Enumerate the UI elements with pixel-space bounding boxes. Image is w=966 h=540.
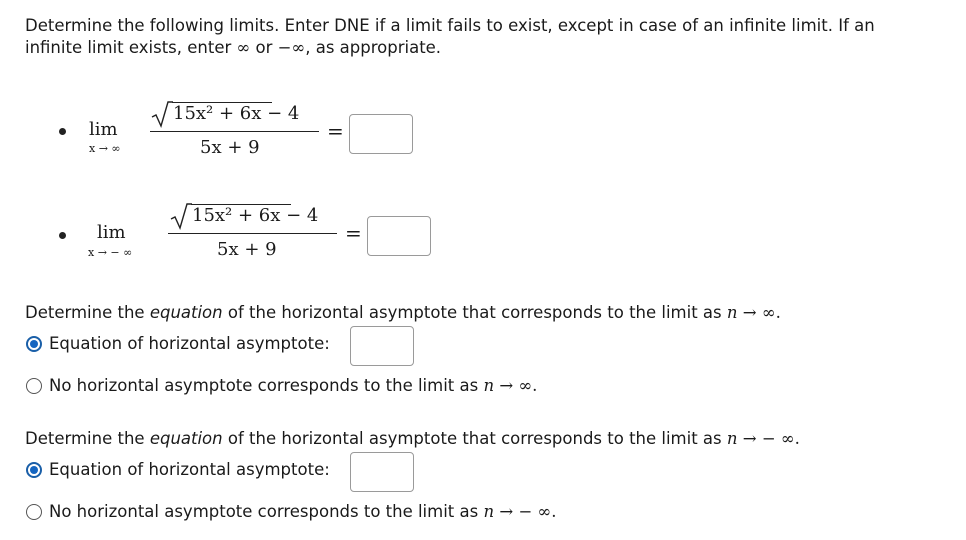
lim-approach: x → ∞ bbox=[89, 142, 121, 155]
fraction-bar bbox=[168, 233, 337, 234]
numerator bbox=[170, 202, 340, 232]
radicand: 15x² + 6x − 4 bbox=[192, 205, 319, 226]
instructions bbox=[25, 15, 875, 59]
instructions-text: or bbox=[250, 38, 278, 57]
asymptote-neg-answer-input[interactable] bbox=[350, 452, 414, 492]
denominator: 5x + 9 bbox=[217, 239, 277, 260]
approach-arrow: → ∞. bbox=[494, 376, 538, 395]
prompt-text: of the horizontal asymptote that corresponds to the limit as bbox=[222, 303, 727, 322]
option-text: No horizontal asymptote corresponds to the limit as bbox=[49, 502, 484, 521]
infinity-symbol: ∞ bbox=[236, 38, 251, 57]
equals-sign: = bbox=[327, 119, 344, 143]
bullet bbox=[59, 128, 66, 135]
asymptote-prompt bbox=[25, 429, 800, 448]
approach-arrow: → − ∞. bbox=[737, 429, 800, 448]
no-asymptote-radio[interactable] bbox=[26, 378, 42, 394]
asymptote-prompt bbox=[25, 303, 781, 322]
prompt-text: of the horizontal asymptote that corresponds to the limit as bbox=[222, 429, 727, 448]
lim-operator: lim bbox=[89, 119, 118, 140]
fraction-bar bbox=[150, 131, 319, 132]
no-asymptote-option-label bbox=[49, 376, 537, 395]
variable-n: n bbox=[483, 376, 495, 395]
instructions-text: infinite limit exists, enter bbox=[25, 38, 237, 57]
variable-n: n bbox=[483, 502, 495, 521]
equation-option-label: Equation of horizontal asymptote: bbox=[49, 334, 330, 353]
denominator: 5x + 9 bbox=[200, 137, 260, 158]
no-asymptote-radio[interactable] bbox=[26, 504, 42, 520]
limit-2-answer-input[interactable] bbox=[367, 216, 431, 256]
option-text: No horizontal asymptote corresponds to the limit as bbox=[49, 376, 484, 395]
equals-sign: = bbox=[345, 221, 362, 245]
variable-n: n bbox=[726, 303, 738, 322]
radical-sign-icon bbox=[151, 100, 173, 128]
radicand: 15x² + 6x − 4 bbox=[173, 103, 300, 124]
bullet bbox=[59, 232, 66, 239]
approach-arrow: → − ∞. bbox=[494, 502, 557, 521]
lim-operator: lim bbox=[97, 222, 126, 243]
variable-n: n bbox=[726, 429, 738, 448]
instructions-line-2 bbox=[25, 37, 875, 59]
asymptote-pos-answer-input[interactable] bbox=[350, 326, 414, 366]
prompt-emphasis: equation bbox=[149, 303, 223, 322]
prompt-text: Determine the bbox=[25, 303, 150, 322]
prompt-emphasis: equation bbox=[149, 429, 223, 448]
instructions-line-1: Determine the following limits. Enter DNE if a limit fails to exist, except in case of an infinite limit. If an bbox=[25, 16, 875, 35]
lim-approach: x → − ∞ bbox=[88, 246, 133, 259]
equation-option-label: Equation of horizontal asymptote: bbox=[49, 460, 330, 479]
instructions-text: , as appropriate. bbox=[305, 38, 442, 57]
negative-infinity-symbol: −∞ bbox=[277, 38, 306, 57]
prompt-text: Determine the bbox=[25, 429, 150, 448]
numerator bbox=[151, 100, 321, 130]
limit-1-answer-input[interactable] bbox=[349, 114, 413, 154]
no-asymptote-option-label bbox=[49, 502, 557, 521]
equation-radio-selected[interactable] bbox=[26, 336, 42, 352]
equation-radio-selected[interactable] bbox=[26, 462, 42, 478]
approach-arrow: → ∞. bbox=[737, 303, 781, 322]
radical-sign-icon bbox=[170, 202, 192, 230]
